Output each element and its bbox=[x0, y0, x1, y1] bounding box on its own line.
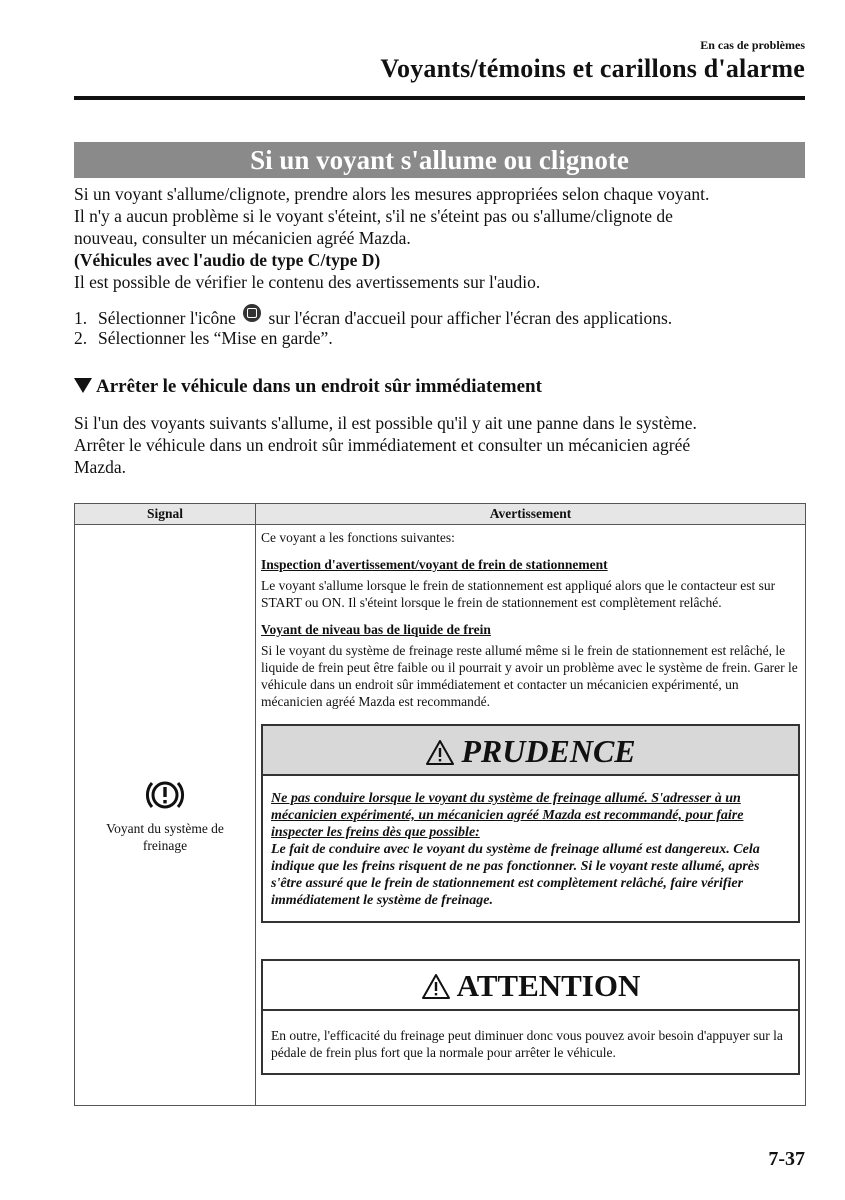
step-text: sur l'écran d'accueil pour afficher l'écran des applications. bbox=[268, 308, 673, 328]
step-number: 2. bbox=[74, 328, 88, 348]
intro-line: nouveau, consulter un mécanicien agréé Mazda. bbox=[74, 228, 411, 248]
table-row bbox=[75, 525, 806, 1106]
subsection-paragraph bbox=[74, 412, 809, 478]
prudence-underlined-text: Ne pas conduire lorsque le voyant du système de freinage allumé. S'adresser à un mécanicien expérimenté, un mécanicien agréé Mazda est recommandé, pour faire inspecter les freins dès que possible: bbox=[271, 791, 744, 840]
prudence-box bbox=[261, 724, 800, 923]
header-rule bbox=[74, 96, 805, 100]
step-text: Sélectionner l'icône bbox=[98, 308, 236, 328]
step-1 bbox=[74, 304, 672, 329]
triangle-bullet-icon bbox=[74, 378, 92, 393]
prudence-label: PRUDENCE bbox=[461, 733, 636, 769]
subsection-heading bbox=[74, 376, 542, 398]
item-text-parking-brake: Le voyant s'allume lorsque le frein de stationnement est appliqué alors que le contacteur est sur START ou ON. Il s'éteint lorsque le frein de stationnement est complètement relâché. bbox=[261, 578, 776, 610]
attention-body bbox=[263, 1011, 798, 1073]
table-header-row bbox=[75, 504, 806, 525]
column-header-signal: Signal bbox=[75, 504, 256, 525]
prudence-header bbox=[263, 726, 798, 776]
brake-system-warning-icon bbox=[142, 776, 188, 814]
intro-line: Il n'y a aucun problème si le voyant s'éteint, s'il ne s'éteint pas ou s'allume/clignote de bbox=[74, 206, 673, 226]
signal-cell bbox=[75, 525, 256, 1106]
running-header-section: En cas de problèmes bbox=[700, 38, 805, 52]
intro-bold-line: (Véhicules avec l'audio de type C/type D) bbox=[74, 250, 381, 270]
step-text: Sélectionner les “Mise en garde”. bbox=[98, 328, 333, 348]
warning-triangle-icon bbox=[421, 973, 451, 1000]
column-header-warning: Avertissement bbox=[256, 504, 806, 525]
attention-box bbox=[261, 959, 800, 1075]
intro-line: Si un voyant s'allume/clignote, prendre alors les mesures appropriées selon chaque voyant. bbox=[74, 184, 710, 204]
page-number: 7-37 bbox=[768, 1148, 805, 1170]
warning-light-table bbox=[74, 503, 806, 1106]
warning-intro: Ce voyant a les fonctions suivantes: bbox=[261, 530, 455, 545]
intro-line: Il est possible de vérifier le contenu des avertissements sur l'audio. bbox=[74, 272, 541, 292]
step-number: 1. bbox=[74, 308, 88, 328]
attention-label: ATTENTION bbox=[456, 968, 641, 1003]
item-title-parking-brake: Inspection d'avertissement/voyant de frein de stationnement bbox=[261, 557, 608, 572]
attention-header bbox=[263, 961, 798, 1011]
subsection-line: Mazda. bbox=[74, 457, 126, 477]
applications-icon bbox=[243, 304, 261, 322]
subsection-line: Arrêter le véhicule dans un endroit sûr immédiatement et consulter un mécanicien agréé bbox=[74, 435, 691, 455]
warning-cell bbox=[256, 525, 806, 1106]
warning-triangle-icon bbox=[425, 739, 455, 766]
section-title: Si un voyant s'allume ou clignote bbox=[74, 142, 805, 178]
item-text-brake-fluid: Si le voyant du système de freinage reste allumé même si le frein de stationnement est relâché, le liquide de frein peut être faible ou il pourrait y avoir un problème avec le système de frein. Garer le véhicule dans un endroit sûr immédiatement et contacter un mécanicien expérimenté, un mécanicien agréé Mazda est recommandé. bbox=[261, 643, 798, 709]
prudence-body bbox=[263, 776, 798, 921]
signal-label: freinage bbox=[142, 838, 188, 853]
prudence-text: Le fait de conduire avec le voyant du système de freinage allumé est dangereux. Cela indique que les freins risquent de ne pas fonctionner. Si le voyant reste allumé, après s'être assuré que le frein de stationnement est complètement relâché, faire vérifier immédiatement le système de freinage. bbox=[271, 842, 760, 908]
signal-label: Voyant du système de bbox=[106, 821, 224, 836]
step-2 bbox=[74, 327, 333, 349]
subsection-line: Si l'un des voyants suivants s'allume, il est possible qu'il y ait une panne dans le système. bbox=[74, 413, 697, 433]
attention-text: En outre, l'efficacité du freinage peut diminuer donc vous pouvez avoir besoin d'appuyer sur la pédale de frein plus fort que la normale pour arrêter le véhicule. bbox=[271, 1028, 783, 1060]
intro-paragraph bbox=[74, 183, 809, 293]
item-title-brake-fluid: Voyant de niveau bas de liquide de frein bbox=[261, 622, 491, 637]
running-header-title: Voyants/témoins et carillons d'alarme bbox=[380, 54, 805, 83]
subsection-title: Arrêter le véhicule dans un endroit sûr immédiatement bbox=[96, 376, 542, 397]
